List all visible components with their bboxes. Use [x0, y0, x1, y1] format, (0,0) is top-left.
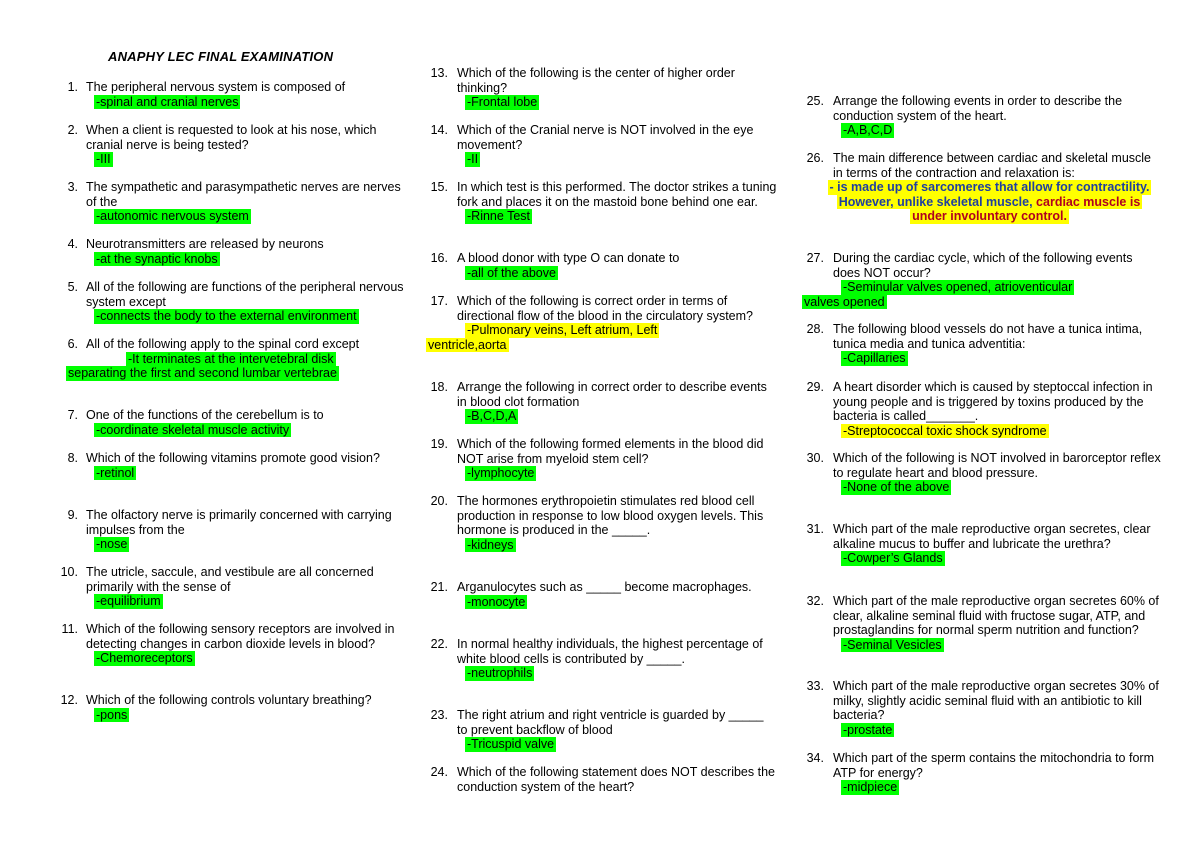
answer: -II [467, 152, 479, 166]
question-number: 5. [67, 280, 78, 294]
question-number: 27. [806, 251, 824, 265]
answer: -A,B,C,D [843, 123, 893, 137]
question-number: 11. [61, 622, 78, 636]
answer: -spinal and cranial nerves [96, 94, 239, 109]
question-number: 3. [67, 180, 78, 194]
answer: -Cowper’s Glands [843, 551, 943, 565]
question-number: 19. [430, 437, 448, 451]
question-text: Arganulocytes such as _____ become macrophages. [457, 580, 752, 594]
question-text: When a client is requested to look at his nose, which cranial nerve is being tested? [86, 123, 377, 152]
question-number: 20. [430, 494, 448, 508]
answer-line-1: - is made up of sarcomeres that allow for contractility. [829, 180, 1150, 194]
question-text: Arrange the following in correct order to describe events in blood clot formation [457, 380, 767, 409]
question-number: 33. [806, 679, 824, 693]
answer: -autonomic nervous system [96, 209, 249, 223]
question-text: Which of the following vitamins promote good vision? [86, 451, 380, 465]
question-number: 18. [430, 380, 448, 394]
question-text: Which of the following statement does NOT describes the conduction system of the heart? [457, 765, 775, 794]
question-number: 32. [806, 594, 824, 608]
question-number: 8. [67, 451, 78, 465]
question-number: 15. [430, 180, 448, 194]
answer: -monocyte [467, 594, 526, 609]
question-text: The utricle, saccule, and vestibule are all concerned primarily with the sense of [86, 565, 374, 594]
answer-line-3: under involuntary control. [912, 209, 1067, 223]
question-number: 4. [67, 237, 78, 251]
question-number: 34. [806, 751, 824, 765]
question-text: The olfactory nerve is primarily concerned with carrying impulses from the [86, 508, 392, 537]
answer: -Chemoreceptors [96, 651, 193, 665]
question-number: 22. [430, 637, 448, 651]
answer: -Streptococcal toxic shock syndrome [843, 423, 1047, 438]
question-text: The following blood vessels do not have a tunica intima, tunica media and tunica adventitia: [833, 322, 1143, 351]
question-number: 2. [67, 123, 78, 137]
question-text: Which of the following is correct order in terms of directional flow of the blood in the circulatory system? [457, 294, 753, 323]
answer: -nose [96, 537, 128, 551]
answer-line-1: -It terminates at the intervetebral disk [128, 351, 334, 366]
question-text: Which of the following sensory receptors are involved in detecting changes in carbon dioxide levels in blood? [86, 622, 395, 651]
question-number: 7. [67, 408, 78, 422]
question-number: 1. [67, 80, 78, 94]
answer: -B,C,D,A [467, 409, 517, 423]
answer: -coordinate skeletal muscle activity [96, 422, 290, 437]
answer: -pons [96, 707, 128, 722]
question-text: One of the functions of the cerebellum is to [86, 408, 324, 422]
question-number: 13. [430, 66, 448, 80]
question-text: Which of the following is the center of higher order thinking? [457, 66, 735, 95]
question-text: All of the following apply to the spinal cord except [86, 337, 360, 351]
answer: -None of the above [843, 480, 950, 494]
answer-line-2: ventricle,aorta [428, 337, 507, 352]
question-number: 17. [430, 294, 448, 308]
answer: -Frontal lobe [467, 95, 538, 109]
answer: -Rinne Test [467, 209, 530, 223]
question-text: Which of the following controls voluntary breathing? [86, 693, 372, 707]
answer-line-1: -Seminular valves opened, atrioventicular [843, 280, 1073, 294]
question-number: 23. [430, 708, 448, 722]
question-text: The main difference between cardiac and skeletal muscle in terms of the contraction and relaxation is: [833, 151, 1151, 180]
answer-line-1: -Pulmonary veins, Left atrium, Left [467, 323, 658, 337]
answer: -prostate [843, 722, 893, 737]
answer: -at the synaptic knobs [96, 251, 218, 266]
question-number: 10. [60, 565, 78, 579]
question-text: The peripheral nervous system is composed of [86, 80, 346, 94]
question-number: 21. [430, 580, 448, 594]
question-number: 25. [806, 94, 824, 108]
page-title: ANAPHY LEC FINAL EXAMINATION [108, 49, 334, 64]
answer-line-2: valves opened [804, 294, 885, 309]
question-number: 28. [806, 322, 824, 336]
question-text: The sympathetic and parasympathetic nerves are nerves of the [86, 180, 401, 209]
answer: -III [96, 152, 111, 166]
question-number: 30. [806, 451, 824, 465]
question-text: Neurotransmitters are released by neurons [86, 237, 324, 251]
question-text: The right atrium and right ventricle is guarded by _____ to prevent backflow of blood [457, 708, 764, 737]
question-text: In normal healthy individuals, the highest percentage of white blood cells is contributed by _____. [457, 637, 763, 666]
question-number: 12. [60, 693, 78, 707]
question-number: 29. [806, 380, 824, 394]
answer: -retinol [96, 465, 135, 480]
question-number: 31. [806, 522, 824, 536]
answer: -neutrophils [467, 666, 533, 680]
question-text: Which of the Cranial nerve is NOT involved in the eye movement? [457, 123, 754, 152]
question-number: 14. [430, 123, 448, 137]
question-text: A heart disorder which is caused by steptoccal infection in young people and is triggered by toxins produced by the bacteria is called_______. [833, 380, 1153, 423]
question-number: 9. [67, 508, 78, 522]
question-number: 26. [806, 151, 824, 165]
question-text: The hormones erythropoietin stimulates red blood cell production in response to low blood oxygen levels. This hormone is produced in the _____. [457, 494, 764, 537]
answer: -Seminal Vesicles [843, 637, 942, 652]
answer: -lymphocyte [467, 466, 535, 480]
question-text: In which test is this performed. The doctor strikes a tuning fork and places it on the mastoid bone behind one ear. [457, 180, 777, 209]
question-text: Which part of the male reproductive organ secretes, clear alkaline mucus to buffer and lubricate the urethra? [833, 522, 1151, 551]
question-text: Which of the following formed elements in the blood did NOT arise from myeloid stem cell? [457, 437, 764, 466]
question-text: All of the following are functions of the peripheral nervous system except [86, 280, 404, 309]
answer: -connects the body to the external environment [96, 309, 357, 323]
question-text: Which part of the sperm contains the mitochondria to form ATP for energy? [833, 751, 1154, 780]
answer-line-2a: However, unlike skeletal muscle, [838, 194, 1037, 209]
question-text: A blood donor with type O can donate to [457, 251, 680, 265]
question-text: Which part of the male reproductive organ secretes 30% of milky, slightly acidic seminal fluid with an antibiotic to kill bacteria? [833, 679, 1159, 722]
answer-line-2: separating the first and second lumbar vertebrae [68, 366, 337, 380]
answer: -midpiece [843, 780, 898, 794]
question-text: Which part of the male reproductive organ secretes 60% of clear, alkaline seminal fluid with fructose sugar, ATP, and prostaglandins for normal sperm nutrition and function? [833, 594, 1159, 637]
question-text: Which of the following is NOT involved in barorceptor reflex to regulate heart and blood pressure. [833, 451, 1161, 480]
answer-line-2b: cardiac muscle is [1036, 194, 1141, 209]
answer: -Capillaries [843, 351, 906, 365]
question-text: During the cardiac cycle, which of the following events does NOT occur? [833, 251, 1133, 280]
question-number: 24. [430, 765, 448, 779]
answer: -kidneys [467, 537, 514, 552]
question-number: 6. [67, 337, 78, 351]
question-number: 16. [430, 251, 448, 265]
answer: -equilibrium [96, 594, 161, 608]
question-text: Arrange the following events in order to describe the conduction system of the heart. [833, 94, 1123, 123]
answer: -Tricuspid valve [467, 737, 555, 751]
answer: -all of the above [467, 265, 556, 280]
